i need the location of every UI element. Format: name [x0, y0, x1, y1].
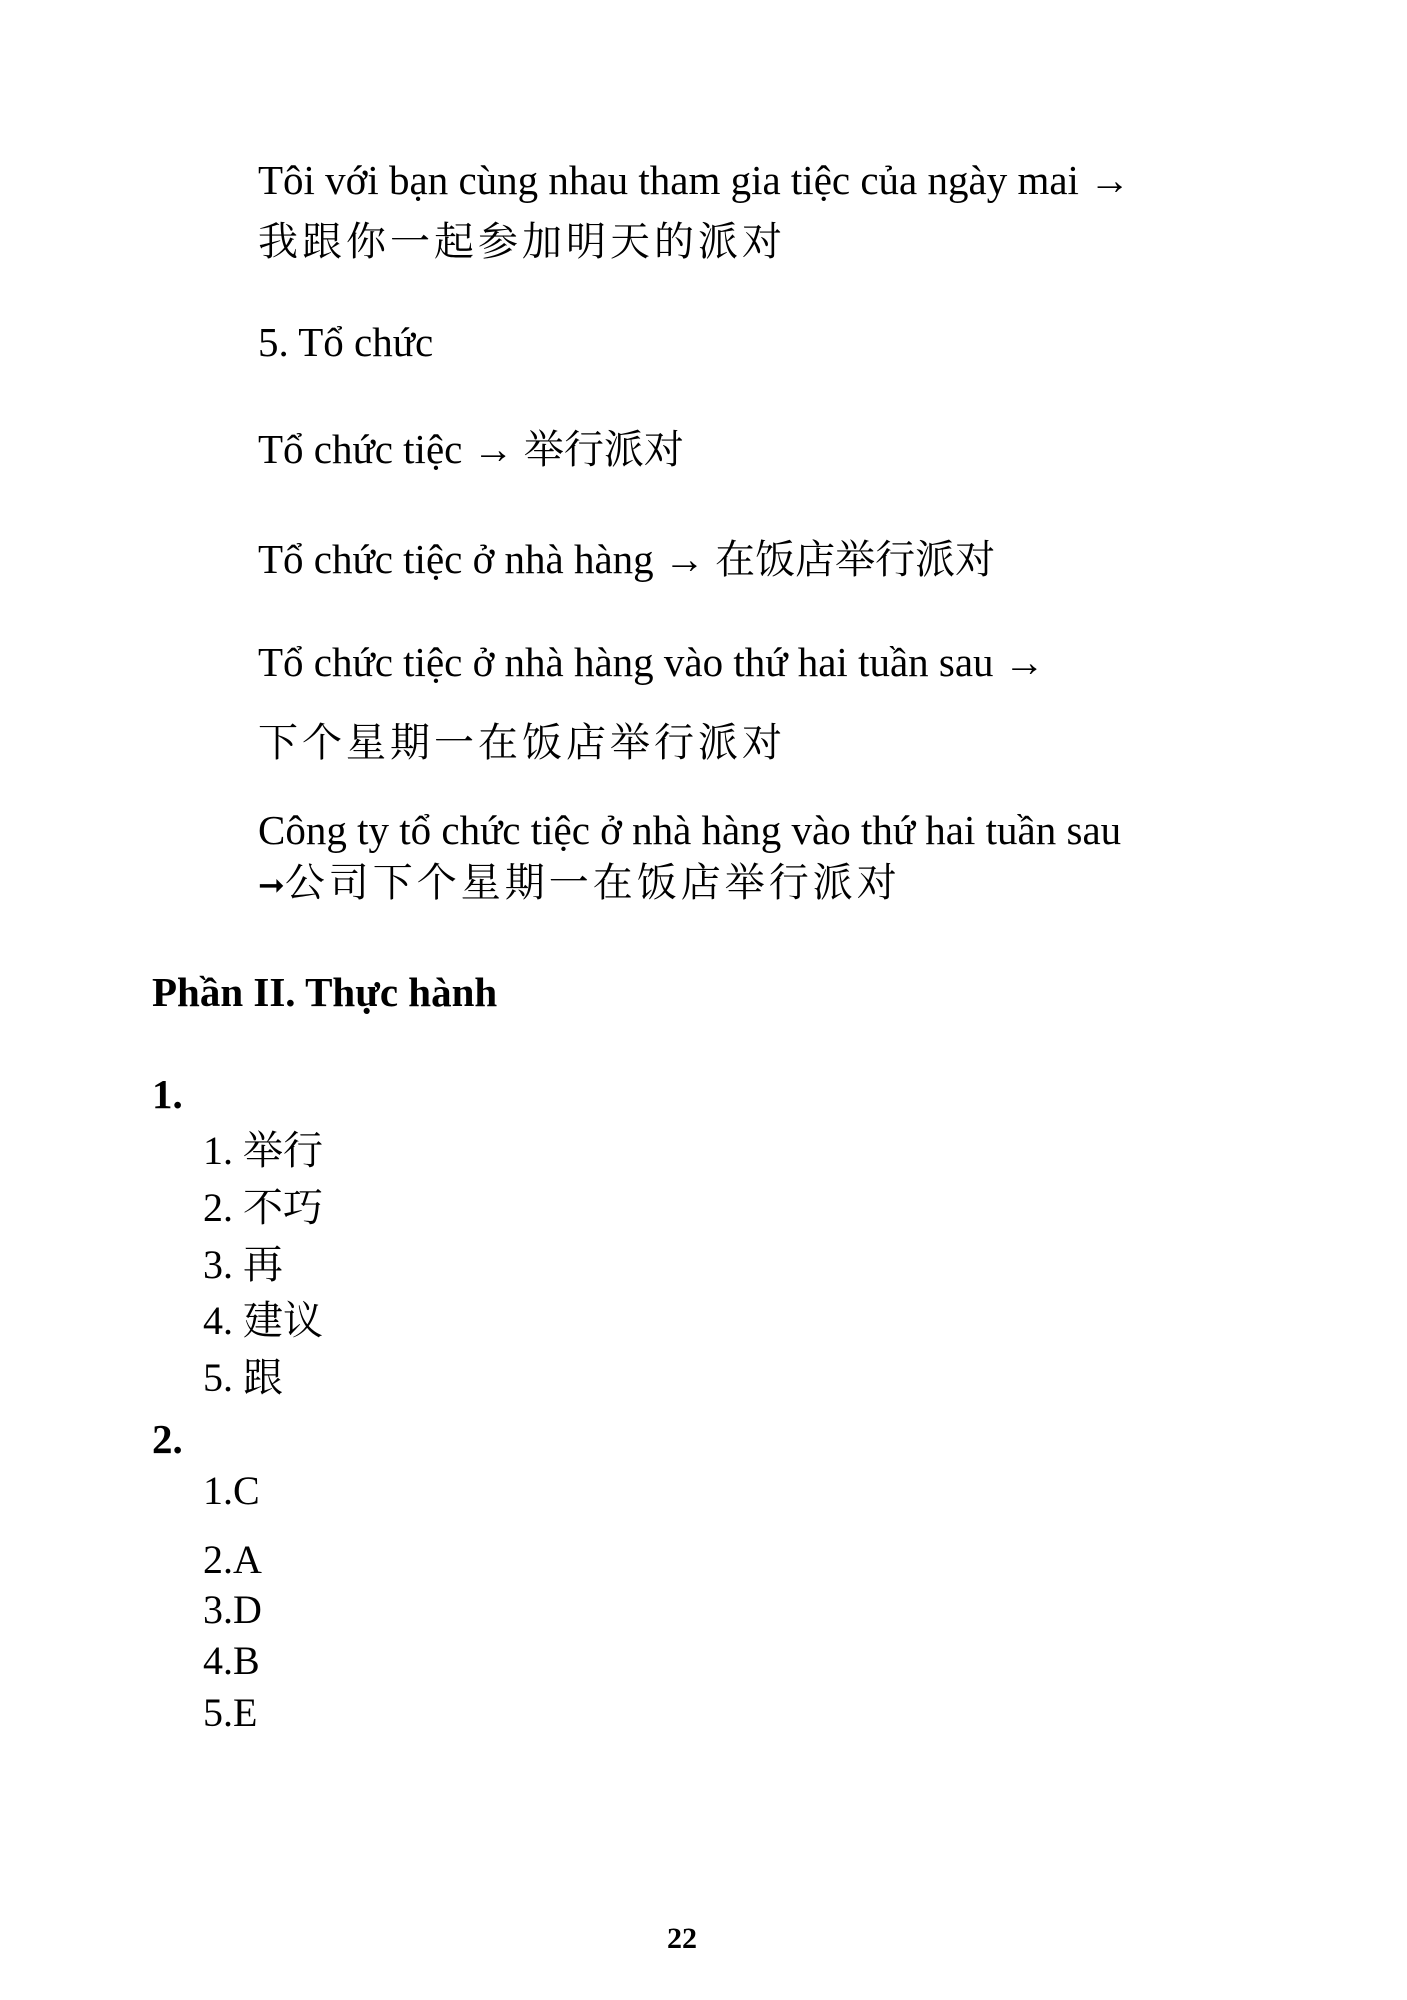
section-heading: Phần II. Thực hành — [152, 969, 498, 1015]
example-4-vi: Công ty tổ chức tiệc ở nhà hàng vào thứ hai tuần sau — [258, 807, 1122, 853]
page-number: 22 — [667, 1922, 697, 1955]
exercise-1-answer: 3. 再 — [203, 1242, 283, 1287]
example-2-zh: 在饭店举行派对 — [715, 537, 996, 583]
example-1-zh: 举行派对 — [523, 427, 684, 473]
exercise-1-answer: 4. 建议 — [203, 1298, 323, 1343]
arrow-icon: ➞ — [258, 866, 285, 904]
exercise-2-answer: 5.E — [203, 1690, 258, 1735]
exercise-2-answer: 1.C — [203, 1468, 260, 1513]
exercise-2-label: 2. — [152, 1416, 183, 1462]
section-5-title: 5. Tổ chức — [258, 319, 434, 365]
example-1 — [258, 426, 684, 473]
example-2-vi: Tổ chức tiệc ở nhà hàng → — [258, 536, 716, 582]
example-3-zh: 下个星期一在饭店举行派对 — [258, 720, 786, 766]
example-sentence-vi: Tôi với bạn cùng nhau tham gia tiệc của ngày mai → — [258, 157, 1131, 203]
exercise-2-answer: 4.B — [203, 1638, 260, 1683]
example-4-zh-line — [258, 862, 901, 906]
example-3-vi: Tổ chức tiệc ở nhà hàng vào thứ hai tuần sau → — [258, 639, 1045, 685]
example-2 — [258, 536, 996, 583]
exercise-1-label: 1. — [152, 1071, 183, 1117]
exercise-1-answer: 1. 举行 — [203, 1128, 323, 1173]
exercise-2-answer: 3.D — [203, 1587, 262, 1632]
example-1-vi: Tổ chức tiệc → — [258, 426, 524, 472]
exercise-1-answer: 5. 跟 — [203, 1355, 283, 1400]
example-4-zh: 公司下个星期一在饭店举行派对 — [284, 860, 901, 906]
exercise-2-answer: 2.A — [203, 1537, 262, 1582]
exercise-1-answer: 2. 不巧 — [203, 1185, 323, 1230]
example-sentence-zh: 我跟你一起参加明天的派对 — [258, 219, 786, 265]
